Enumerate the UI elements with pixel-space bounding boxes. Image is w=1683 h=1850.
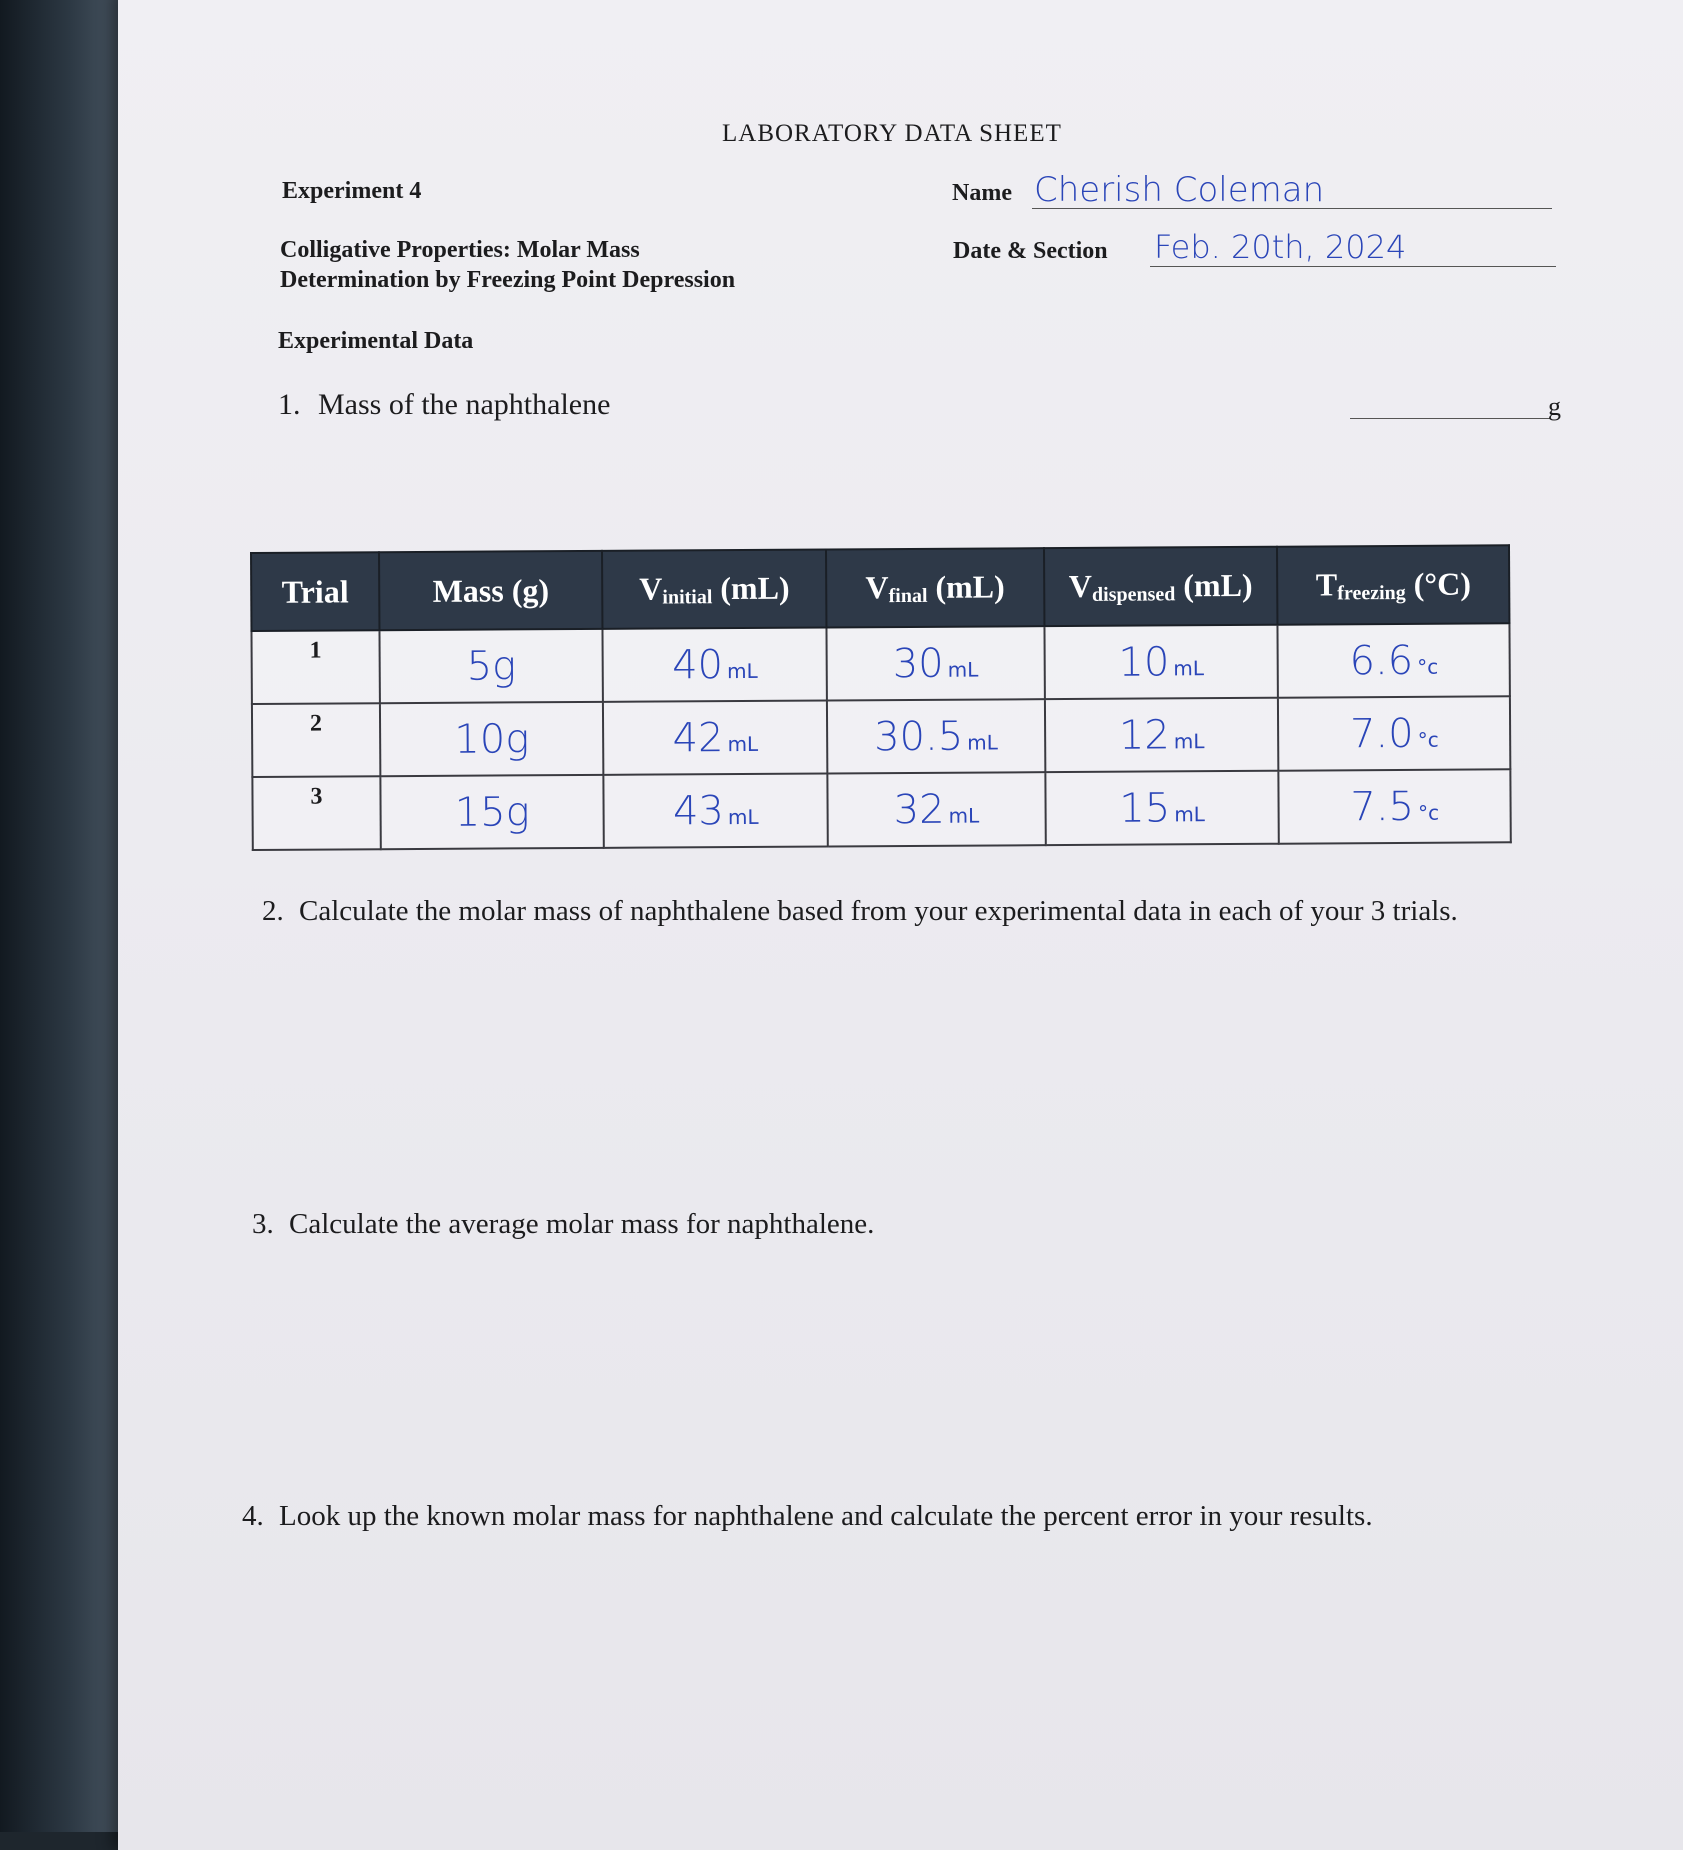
question-4 [242, 1500, 1373, 1533]
cell-trial: 2 [252, 703, 380, 777]
cell-v-dispensed[interactable]: 12 mL [1045, 698, 1279, 772]
cell-mass[interactable]: 15g [380, 775, 604, 849]
cell-v-dispensed[interactable]: 15 mL [1045, 771, 1279, 845]
col-header-v-dispensed: $V_{dispensed}$ (mL) [1044, 547, 1278, 626]
experiment-subtitle-line2: Determination by Freezing Point Depression [280, 267, 736, 293]
col-header-trial: Trial [251, 552, 379, 631]
table-header-row [251, 545, 1509, 631]
cell-v-initial[interactable]: 42 mL [603, 700, 827, 774]
cell-v-final[interactable]: 30 mL [826, 626, 1044, 700]
cell-v-initial[interactable]: 40 mL [603, 627, 827, 701]
col-header-mass: Mass (g) [379, 551, 603, 630]
cell-t-freezing[interactable]: 6.6 °c [1278, 623, 1510, 697]
section-title: Experimental Data [278, 328, 474, 354]
desk-edge [0, 0, 125, 1832]
date-value[interactable]: Feb. 20th, 2024 [1154, 228, 1407, 266]
date-underline [1150, 266, 1556, 267]
question-2-number: 2. [262, 895, 284, 927]
experimental-data-table [250, 544, 1512, 851]
cell-v-final[interactable]: 30.5 mL [827, 699, 1045, 773]
date-section-label: Date & Section [953, 238, 1108, 264]
name-value[interactable]: Cherish Coleman [1034, 170, 1325, 210]
name-label: Name [952, 180, 1012, 206]
experiment-label: Experiment 4 [282, 178, 422, 204]
q1-text: Mass of the naphthalene [318, 388, 611, 421]
cell-mass[interactable]: 5g [379, 629, 603, 703]
question-4-number: 4. [242, 1500, 264, 1532]
cell-v-dispensed[interactable]: 10 mL [1044, 625, 1278, 699]
col-header-t-freezing: $T_{freezing}$ (°C) [1277, 545, 1509, 624]
q1-answer-line[interactable] [1350, 418, 1550, 419]
cell-trial: 3 [252, 776, 380, 850]
table-row [252, 696, 1510, 777]
q1-number: 1. [278, 388, 301, 421]
question-2-text: Calculate the molar mass of naphthalene based from your experimental data in each of your 3 trials. [299, 895, 1458, 927]
table-row [252, 769, 1510, 850]
table-row [251, 623, 1509, 704]
question-3-text: Calculate the average molar mass for naphthalene. [289, 1208, 875, 1240]
cell-t-freezing[interactable]: 7.0 °c [1278, 696, 1510, 770]
question-3-number: 3. [252, 1208, 274, 1240]
question-2 [262, 895, 1458, 928]
col-header-v-final: $V_{final}$ (mL) [826, 548, 1044, 627]
question-4-text: Look up the known molar mass for naphthalene and calculate the percent error in your results. [279, 1500, 1373, 1532]
cell-v-final[interactable]: 32 mL [827, 772, 1045, 846]
cell-t-freezing[interactable]: 7.5 °c [1279, 769, 1511, 843]
question-3 [252, 1208, 874, 1241]
cell-mass[interactable]: 10g [380, 702, 604, 776]
page-title: LABORATORY DATA SHEET [722, 120, 1062, 147]
cell-v-initial[interactable]: 43 mL [604, 773, 828, 847]
cell-trial: 1 [251, 630, 379, 704]
q1-unit: g [1548, 392, 1561, 421]
experiment-subtitle-line1: Colligative Properties: Molar Mass [280, 237, 640, 263]
col-header-v-initial: $V_{initial}$ (mL) [602, 549, 826, 628]
